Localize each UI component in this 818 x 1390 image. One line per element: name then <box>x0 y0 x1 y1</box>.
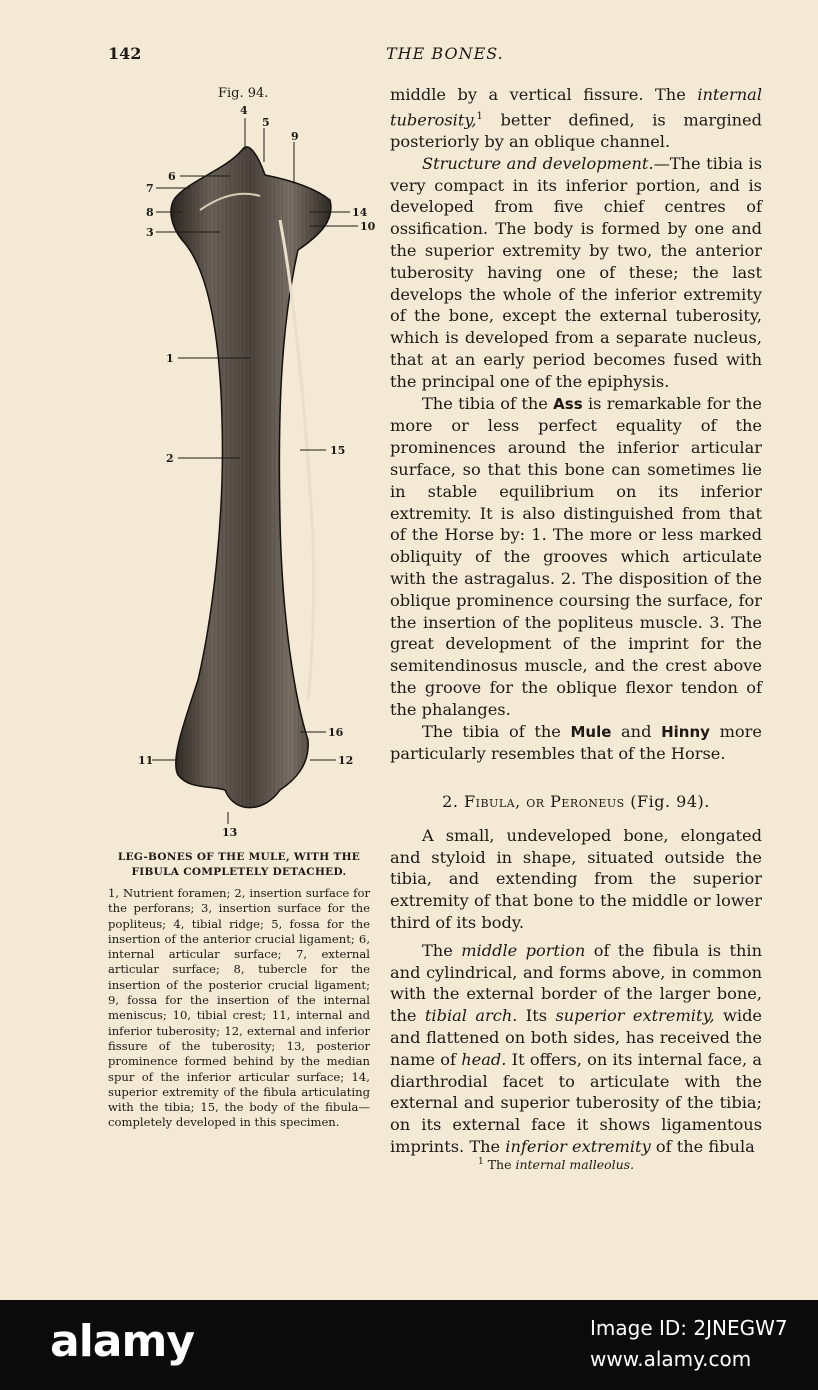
callout-label: 5 <box>262 116 270 129</box>
page-number: 142 <box>108 44 142 63</box>
callout-label: 1 <box>166 352 174 365</box>
callout-label: 3 <box>146 226 154 239</box>
paragraph: middle by a vertical fissure. The internal tuberosity,$^1$ better defined, is margined posteriorly by an oblique channel. <box>390 85 762 151</box>
paragraph: The tibia of the Mule and Hinny more particularly resembles that of the Horse. <box>390 721 763 764</box>
image-id: Image ID: 2JNEGW7 <box>590 1316 788 1340</box>
callout-label: 12 <box>338 754 354 767</box>
running-title: THE BONES. <box>386 44 504 63</box>
callout-label: 11 <box>138 754 154 767</box>
site-url: www.alamy.com <box>590 1347 752 1371</box>
paragraph: A small, undeveloped bone, elongated and styloid in shape, situated outside the tibia, and extending from the superior extremity of that bone to the middle or lower third of its body. <box>390 825 762 933</box>
callout-label: 9 <box>291 130 299 143</box>
callout-label: 15 <box>330 444 346 457</box>
main-text-column <box>390 84 762 1158</box>
callout-label: 4 <box>240 104 248 117</box>
paragraph: Structure and development.—The tibia is very compact in its inferior portion, and is developed from five chief centres of ossification. The body is formed by one and the superior extremity by two, the anterior tuberosity having one of these; the last develops the whole of the inferior extremity of the bone, except the external tuberosity, which is developed from a separate nucleus, that at an early period becomes fused with the principal one of the epiphysis. <box>390 153 762 391</box>
callout-label: 8 <box>146 206 154 219</box>
callout-label: 14 <box>352 206 368 219</box>
tibia-fibula-illustration <box>130 100 375 840</box>
section-heading: 2. Fibula, or Peroneus (Fig. 94). <box>442 792 710 812</box>
figure-caption-title: LEG-BONES OF THE MULE, WITH THE FIBULA COMPLETELY DETACHED. <box>117 851 361 878</box>
callout-label: 7 <box>146 182 154 195</box>
callout-label: 2 <box>166 452 174 465</box>
paragraph: The tibia of the Ass is remarkable for the more or less perfect equality of the prominences around the inferior articular surface, so that this bone can sometimes lie in stable equilibrium on its inferior extremity. It is also distinguished from that of the Horse by: 1. The more or less marked obliquity of the grooves which articulate with the astragalus. 2. The disposition of the oblique prominence coursing the surface, for the insertion of the popliteus muscle. 3. The great development of the imprint for the semitendinosus muscle, and the crest above the groove for the oblique flexor tendon of the phalanges. <box>390 393 762 719</box>
figure-label: Fig. 94. <box>218 86 269 101</box>
footnote: $^1$ The internal malleolus. <box>478 1157 635 1173</box>
callout-label: 13 <box>222 826 238 839</box>
callout-label: 6 <box>168 170 176 183</box>
callout-label: 10 <box>360 220 375 233</box>
callout-label: 16 <box>328 726 344 739</box>
paragraph: The middle portion of the fibula is thin and cylindrical, and forms above, in common with the external border of the larger bone, the tibial arch. Its superior extremity, wide and flattened on both sides, has received the name of head. It offers, on its internal face, a diarthrodial facet to articulate with the external and superior tuberosity of the tibia; on its external face it shows ligamentous imprints. The inferior extremity of the fibula <box>390 940 763 1157</box>
figure-caption-body: 1, Nutrient foramen; 2, insertion surface for the perforans; 3, insertion surface for the popliteus; 4, tibial ridge; 5, fossa for the insertion of the anterior crucial ligament; 6, internal articular surface; 7, external articular surface; 8, tubercle for the insertion of the posterior crucial ligament; 9, fossa for the insertion of the internal meniscus; 10, tibial crest; 11, internal and inferior tuberosity; 12, external and inferior fissure of the tuberosity; 13, posterior prominence formed behind by the median spur of the inferior articular surface; 14, superior extremity of the fibula articulating with the tibia; 15, the body of the fibula—completely developed in this specimen. <box>108 886 370 1130</box>
alamy-logo: alamy <box>50 1316 194 1367</box>
